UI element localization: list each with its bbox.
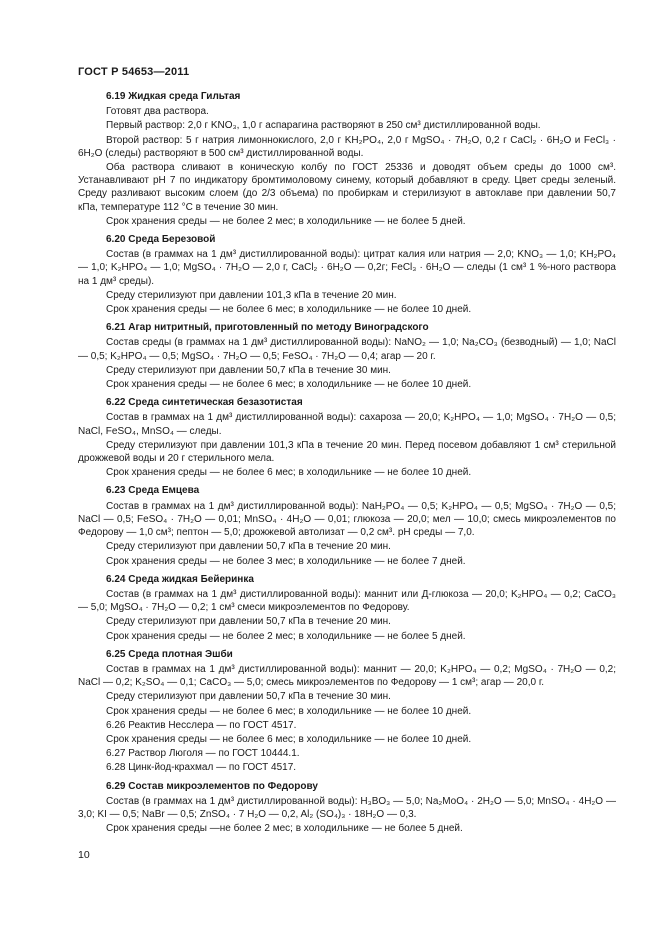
paragraph: Срок хранения среды —не более 2 мес; в холодильнике — не более 5 дней.: [106, 823, 463, 835]
paragraph: Срок хранения среды — не более 6 мес; в холодильнике — не более 10 дней.: [106, 379, 472, 391]
paragraph: Состав (в граммах на 1 дм³ дистиллированной воды): маннит или Д-глюкоза — 20,0; K₂HPO₄ — 0,2; CaCO₃ — 5,0; MgSO₄ · 7H₂O — 0,2; 1 см³ смеси микроэлементов по Федорову.: [78, 588, 616, 614]
paragraph: Второй раствор: 5 г натрия лимоннокислого, 2,0 г KH₂PO₄, 2,0 г MgSO₄ · 7H₂O, 0,2 г CaCl₂ · 6H₂O и FeCl₃ · 6H₂O (следы) растворяют в 500 см³ дистиллированной воды.: [78, 134, 616, 159]
paragraph: Среду стерилизуют при давлении 101,3 кПа в течение 20 мин. Перед посевом добавляют 1 см³ стерильной дрожжевой воды и 20 г стерильного мела.: [78, 439, 616, 465]
paragraph: Срок хранения среды — не более 6 мес; в холодильнике — не более 10 дней.: [106, 467, 472, 479]
paragraph: Срок хранения среды — не более 3 мес; в холодильнике — не более 7 дней.: [106, 555, 466, 567]
paragraph: Среду стерилизуют при давлении 101,3 кПа в течение 20 мин.: [106, 289, 397, 301]
section-title-6-19: 6.19 Жидкая среда Гильтая: [106, 91, 241, 102]
paragraph: Срок хранения среды — не более 6 мес; в холодильнике — не более 10 дней.: [106, 733, 472, 745]
reagent-item-6-26: 6.26 Реактив Несслера — по ГОСТ 4517.: [106, 719, 297, 731]
paragraph: Срок хранения среды — не более 6 мес; в холодильнике — не более 10 дней.: [106, 304, 472, 316]
paragraph: Среду стерилизуют при давлении 50,7 кПа в течение 20 мин.: [106, 541, 391, 553]
paragraph: Срок хранения среды — не более 6 мес; в холодильнике — не более 10 дней.: [106, 705, 472, 717]
paragraph: Срок хранения среды — не более 2 мес; в холодильнике — не более 5 дней.: [106, 215, 466, 227]
paragraph: Готовят два раствора.: [106, 106, 209, 118]
section-title-6-21: 6.21 Агар нитритный, приготовленный по методу Виноградского: [106, 322, 429, 334]
paragraph: Состав (в граммах на 1 дм³ дистиллированной воды): цитрат калия или натрия — 2,0; KNO₃ — 1,0; KH₂PO₄ — 1,0; K₂HPO₄ — 1,0; MgSO₄ · 7H₂O — 2,0 г, CaCl₂ · 6H₂O — 0,2г; FeCl₃ · 6H₂O — следы (1 см³ 1 %-ного раствора на 1 дм³ среды).: [78, 249, 616, 287]
section-title-6-25: 6.25 Среда плотная Эшби: [106, 648, 233, 660]
paragraph: Первый раствор: 2,0 г KNO₃, 1,0 г аспарагина растворяют в 250 см³ дистиллированной воды.: [106, 120, 541, 132]
paragraph: Среду стерилизуют при давлении 50,7 кПа в течение 30 мин.: [106, 691, 391, 703]
document-body: [78, 90, 616, 836]
section-title-6-29: 6.29 Состав микроэлементов по Федорову: [106, 780, 318, 792]
paragraph: Срок хранения среды — не более 2 мес; в холодильнике — не более 5 дней.: [106, 630, 466, 642]
paragraph: Оба раствора сливают в коническую колбу по ГОСТ 25336 и доводят объем среды до 1000 см³. Устанавливают pH 7 по индикатору бромтимоловому синему, который добавляют в среду. Цвет среды зеленый. Среду разливают высоким слоем (до 2/3 объема) по пробиркам и стерилизуют в автоклаве при давлении 50,7 кПа, температуре 112 °C в течение 30 мин.: [78, 162, 616, 213]
section-title-6-20: 6.20 Среда Березовой: [106, 234, 216, 246]
paragraph: Среду стерилизуют при давлении 50,7 кПа в течение 20 мин.: [106, 616, 391, 628]
paragraph: Состав в граммах на 1 дм³ дистиллированной воды): маннит — 20,0; K₂HPO₄ — 0,2; MgSO₄ · 7H₂O — 0,2; NaCl — 0,2; K₂SO₄ — 0,1; CaCO₃ — 5,0; смесь микроэлементов по Федорову — 1 см³; агар — 20,0 г.: [78, 663, 616, 689]
paragraph: Состав в граммах на 1 дм³ дистиллированной воды): NaH₂PO₄ — 0,5; K₂HPO₄ — 0,5; MgSO₄ · 7H₂O — 0,5; NaCl — 0,5; FeSO₄ · 7H₂O — 0,01; MnSO₄ · 4H₂O — 0,01; глюкоза — 20,0; мел — 10,0; смесь микроэлементов по Федорову — 1,0 см³; пептон — 5,0; дрожжевой автолизат — 0,2 см³. pH среды — 7,0.: [78, 500, 616, 539]
section-title-6-22: 6.22 Среда синтетическая безазотистая: [106, 397, 303, 409]
section-title-6-24: 6.24 Среда жидкая Бейеринка: [106, 573, 254, 585]
section-title-6-23: 6.23 Среда Емцева: [106, 485, 200, 497]
reagent-item-6-28: 6.28 Цинк-йод-крахмал — по ГОСТ 4517.: [106, 762, 297, 774]
document-header: ГОСТ Р 54653—2011: [78, 66, 190, 78]
paragraph: Состав в граммах на 1 дм³ дистиллированной воды): сахароза — 20,0; K₂HPO₄ — 1,0; MgSO₄ · 7H₂O — 0,5; NaCl, FeSO₄, MnSO₄ — следы.: [78, 412, 616, 437]
reagent-item-6-27: 6.27 Раствор Люголя — по ГОСТ 10444.1.: [106, 748, 300, 760]
paragraph: Состав среды (в граммах на 1 дм³ дистиллированной воды): NaNO₂ — 1,0; Na₂CO₃ (безводный) — 1,0; NaCl — 0,5; K₂HPO₄ — 0,5; MgSO₄ · 7H₂O — 0,5; FeSO₄ · 7H₂O — 0,4; агар — 20 г.: [78, 337, 616, 362]
paragraph: Среду стерилизуют при давлении 50,7 кПа в течение 30 мин.: [106, 364, 391, 376]
paragraph: Состав (в граммах на 1 дм³ дистиллированной воды): H₃BO₃ — 5,0; Na₂MoO₄ · 2H₂O — 5,0; MnSO₄ · 4H₂O — 3,0; KI — 0,5; NaBr — 0,5; ZnSO₄ · 7 H₂O — 0,2, Al₂ (SO₄)₃ · 18H₂O — 0,3.: [78, 795, 616, 820]
page-number: 10: [78, 849, 90, 861]
